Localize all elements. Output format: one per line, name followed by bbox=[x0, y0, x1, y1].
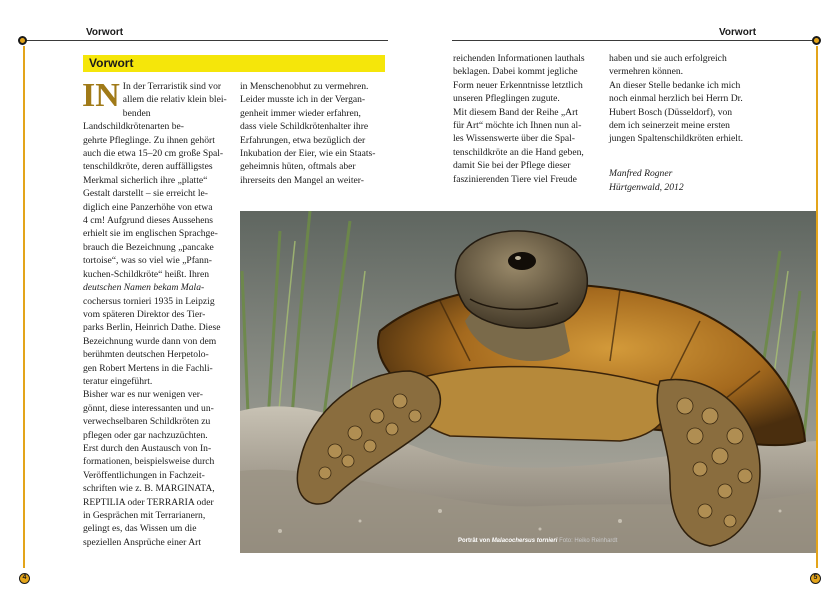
col1-line: tortoise“, was so viel wie „Pfann- bbox=[83, 255, 212, 267]
col1-line: REPTILIA oder TERRARIA oder bbox=[83, 496, 214, 508]
drop-cap: IN bbox=[82, 77, 120, 114]
col3-line: unseren Pfleglingen zugute. bbox=[453, 93, 560, 105]
col2-line: Inkubation der Eier, wie ein Staats- bbox=[240, 148, 376, 160]
col3-line: les Wissenswerte über die Spal- bbox=[453, 133, 575, 145]
accent-bar-right bbox=[816, 46, 818, 568]
col3-line: für Art“ möchte ich Ihnen nun al- bbox=[453, 120, 582, 132]
page-number-right: 5 bbox=[810, 573, 821, 584]
col1-line: benden Landschildkrötenarten be- bbox=[83, 107, 184, 133]
col1-line: speziellen Ansprüche einer Art bbox=[83, 536, 202, 548]
text-column-1 bbox=[82, 77, 231, 549]
col3-line: tenschildkröte an die Hand geben, bbox=[453, 146, 584, 158]
col1-line: Gestalt darstellt – sie erreicht le- bbox=[83, 188, 208, 200]
col4-line: dem ich seinerzeit meine ersten bbox=[609, 120, 730, 132]
col2-line: ihrerseits den Mangel an weiter- bbox=[240, 174, 364, 186]
text-column-4 bbox=[609, 52, 755, 146]
col1-line: Bisher war es nur wenigen ver- bbox=[83, 389, 203, 401]
running-header-right: Vorwort bbox=[719, 27, 757, 38]
col3-line: damit Sie bei der Pflege dieser bbox=[453, 160, 571, 172]
col1-line: Merkmal sicherlich ihre „platte“ bbox=[83, 174, 208, 186]
col1-line: verwechselbaren Schildkröten zu bbox=[83, 416, 211, 428]
col1-line: Veröffentlichungen in Fachzeit- bbox=[83, 469, 205, 481]
col1-line: in Gesprächen mit Terrarianern, bbox=[83, 510, 206, 521]
header-rule-left bbox=[26, 40, 388, 41]
text-column-2 bbox=[240, 80, 386, 187]
running-header-left: Vorwort bbox=[86, 27, 124, 38]
col1-line: gehrte Pfleglinge. Zu ihnen gehört bbox=[83, 134, 215, 146]
col2-line: geheimnis hüten, oftmals aber bbox=[240, 161, 356, 173]
col1-line: Bezeichnung wurde dann von dem bbox=[83, 335, 217, 347]
col3-line: Mit diesem Band der Reihe „Art bbox=[453, 106, 578, 118]
col1-line: teratur eingeführt. bbox=[83, 375, 153, 387]
col1-line: gen Robert Mertens in die Fachli- bbox=[83, 362, 213, 374]
col1-line: 4 cm! Aufgrund dieses Aussehens bbox=[83, 215, 214, 227]
ring-ornament-right bbox=[812, 36, 821, 45]
col1-line: cochersus tornieri 1935 in Leipzig bbox=[83, 295, 215, 307]
col3-line: Form neuer Erkenntnisse letztlich bbox=[453, 79, 583, 91]
photo-caption bbox=[458, 538, 617, 544]
col1-line: diglich eine Panzerhöhe von etwa bbox=[83, 201, 213, 213]
col2-line: Leider musste ich in der Vergan- bbox=[240, 94, 366, 106]
col3-line: beklagen. Dabei kommt jegliche bbox=[453, 66, 578, 78]
col4-line: noch einmal herzlich bei Herrn Dr. bbox=[609, 93, 743, 105]
col1-line: allem die relativ klein blei- bbox=[122, 94, 227, 106]
tortoise-photo bbox=[240, 211, 816, 553]
col1-line: deutschen Namen bekam Mala- bbox=[83, 282, 205, 294]
caption-species: Malacochersus tornieri bbox=[491, 538, 558, 544]
col1-line: kuchen-Schildkröte“ heißt. Ihren bbox=[83, 268, 210, 280]
col4-line: haben und sie auch erfolgreich bbox=[609, 53, 727, 64]
col1-line: Erst durch den Austausch von In- bbox=[83, 442, 212, 454]
col4-line: vermehren können. bbox=[609, 66, 684, 78]
col1-line: gelingt es, das Wissen um die bbox=[83, 523, 197, 535]
col3-line: faszinierenden Tiere viel Freude bbox=[453, 173, 577, 185]
col1-line: parks Berlin, Heinrich Dathe. Diese bbox=[83, 322, 221, 334]
col1-line: tenschildkröte, deren auffälligstes bbox=[83, 161, 213, 173]
accent-bar-left bbox=[23, 46, 25, 568]
page-number-left: 4 bbox=[19, 573, 30, 584]
ring-ornament-left bbox=[18, 36, 27, 45]
col4-line: jungen Spaltenschildkröten erhielt. bbox=[609, 133, 744, 145]
tortoise-illustration bbox=[240, 211, 816, 553]
caption-credit: Foto: Heiko Reinhardt bbox=[559, 538, 618, 544]
signature-place-date: Hürtgenwald, 2012 bbox=[609, 182, 684, 193]
col2-line: genheit immer wieder erfahren, bbox=[240, 107, 361, 119]
section-title: Vorwort bbox=[83, 55, 385, 72]
col1-line: In der Terraristik sind vor bbox=[122, 81, 222, 92]
col4-line: An dieser Stelle bedanke ich mich bbox=[609, 79, 741, 91]
text-column-3 bbox=[453, 52, 599, 186]
col1-line: brauch die Bezeichnung „pancake bbox=[83, 241, 214, 253]
col1-line: berühmten deutschen Herpetolo- bbox=[83, 349, 209, 361]
col1-line: gönnt, diese interessanten und un- bbox=[83, 402, 214, 414]
caption-prefix: Porträt von bbox=[458, 538, 491, 544]
signature-name: Manfred Rogner bbox=[609, 168, 673, 179]
col1-line: pflegen oder gar nachzuzüchten. bbox=[83, 429, 208, 441]
header-rule-right bbox=[452, 40, 814, 41]
col3-line: reichenden Informationen lauthals bbox=[453, 53, 585, 64]
col4-line: Hubert Bosch (Düsseldorf), von bbox=[609, 106, 733, 118]
col2-line: dass viele Schildkrötenhalter ihre bbox=[240, 121, 369, 133]
col2-line: in Menschenobhut zu vermehren. bbox=[240, 81, 369, 92]
col1-line: erhielt sie im englischen Sprachge- bbox=[83, 228, 218, 240]
col1-line: formationen, beispielsweise durch bbox=[83, 456, 215, 468]
col1-line: vom späteren Direktor des Tier- bbox=[83, 308, 206, 320]
col2-line: Erfahrungen, etwa bezüglich der bbox=[240, 134, 366, 146]
col1-line: schriften wie z. B. MARGINATA, bbox=[83, 483, 215, 495]
col1-line: auch die etwa 15–20 cm große Spal- bbox=[83, 148, 224, 160]
